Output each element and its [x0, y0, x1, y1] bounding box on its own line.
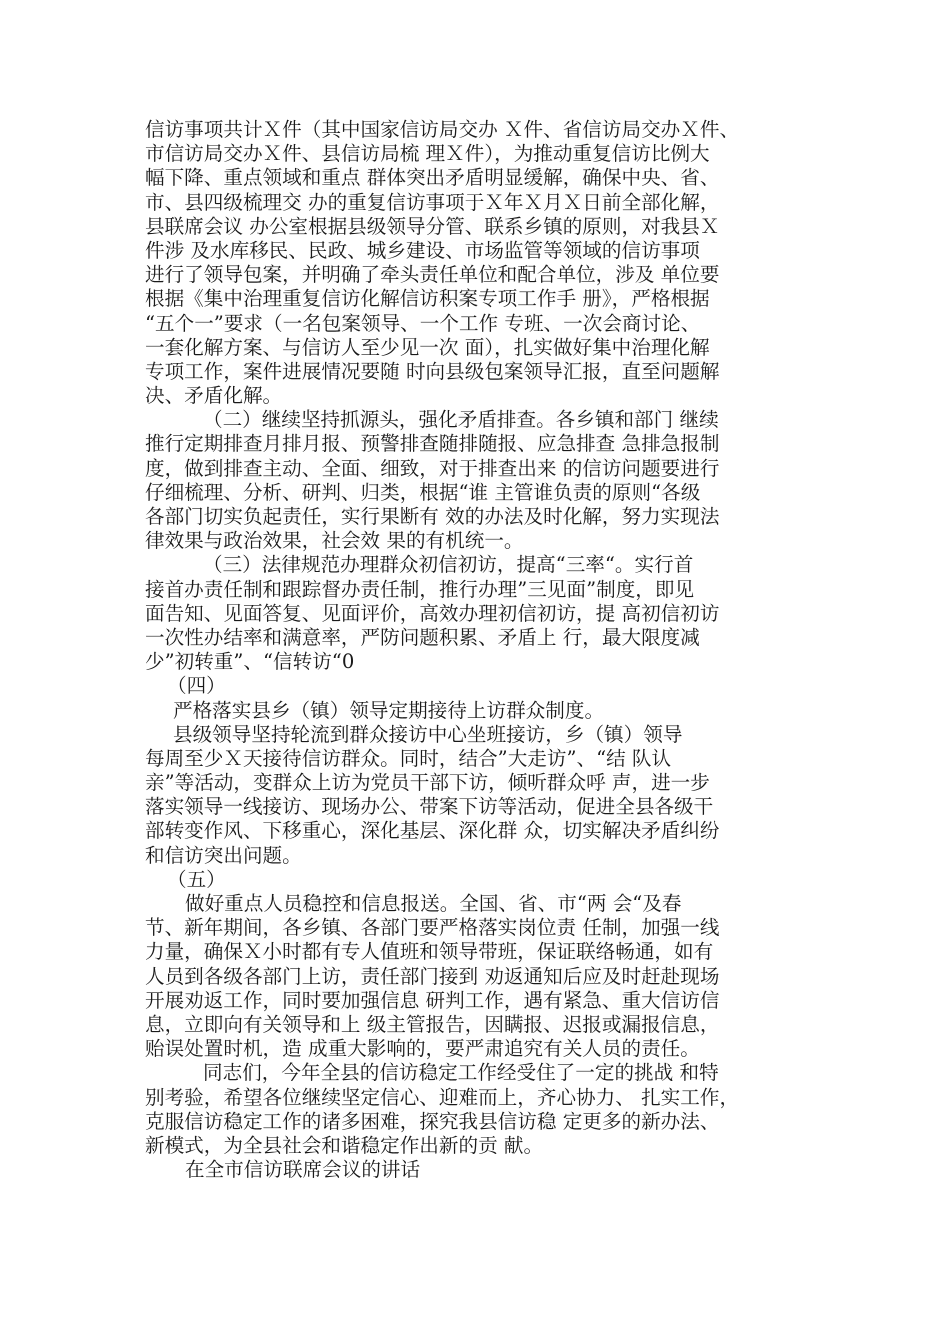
text-line: 律效果与政治效果，社会效 果的有机统一。: [145, 529, 524, 553]
text-line: 别考验，希望各位继续坚定信心、迎难而上，齐心协力、 扎实工作，: [145, 1085, 740, 1109]
text-line: 幅下降、重点领域和重点 群体突出矛盾明显缓解，确保中央、省、: [145, 166, 720, 190]
document-title: 在全市信访联席会议的讲话: [185, 1158, 421, 1182]
text-line: 仔细梳理、分析、研判、归类，根据“谁 主管谁负责的原则“各级: [145, 480, 701, 504]
text-line: 决、矛盾化解。: [145, 384, 283, 408]
text-line: 市、县四级梳理交 办的重复信访事项于Ｘ年Ｘ月Ｘ日前全部化解，: [145, 190, 720, 214]
text-line: 亲”等活动，变群众上访为党员干部下访，倾听群众呼 声，进一步: [145, 771, 710, 795]
section-number-5: （五）: [167, 867, 226, 891]
section-number-4: （四）: [167, 674, 226, 698]
document-body: [145, 118, 809, 1182]
text-line: 新模式，为全县社会和谐稳定作出新的贡 献。: [145, 1133, 544, 1157]
text-line: 节、新年期间，各乡镇、各部门要严格落实岗位责 任制，加强一线: [145, 916, 720, 940]
text-line: 每周至少Ｘ天接待信访群众。同时，结合”大走访”、“结 队认: [145, 746, 672, 770]
text-line: 县级领导坚持轮流到群众接访中心坐班接访，乡（镇）领导: [173, 722, 683, 746]
closing-paragraph: 同志们，今年全县的信访稳定工作经受住了一定的挑战 和特: [203, 1061, 719, 1085]
text-line: 度，做到排查主动、全面、细致，对于排查出来 的信访问题要进行: [145, 456, 720, 480]
text-line: 件涉 及水库移民、民政、城乡建设、市场监管等领域的信访事项: [145, 238, 700, 262]
text-line: 息，立即向有关领导和上 级主管报告，因瞒报、迟报或漏报信息，: [145, 1012, 720, 1036]
text-line: 和信访突出问题。: [145, 843, 302, 867]
text-line: 面告知、见面答复、见面评价，高效办理初信初访，提 高初信初访: [145, 601, 720, 625]
text-line: 开展劝返工作，同时要加强信息 研判工作，遇有紧急、重大信访信: [145, 988, 720, 1012]
text-line: 市信访局交办Ｘ件、县信访局梳 理Ｘ件），为推动重复信访比例大: [145, 142, 710, 166]
text-line: 进行了领导包案，并明确了牵头责任单位和配合单位，涉及 单位要: [145, 263, 720, 287]
text-line: 信访事项共计Ｘ件（其中国家信访局交办 Ｘ件、省信访局交办Ｘ件、: [145, 118, 740, 141]
text-line: 落实领导一线接访、现场办公、带案下访等活动，促进全县各级干: [145, 795, 714, 819]
text-line: 人员到各级各部门上访，责任部门接到 劝返通知后应及时赶赴现场: [145, 964, 720, 988]
section-title-5: 做好重点人员稳控和信息报送。全国、省、市“两 会“及春: [185, 892, 682, 915]
text-line: 部转变作风、下移重心，深化基层、深化群 众，切实解决矛盾纠纷: [145, 819, 720, 843]
text-line: 专项工作，案件进展情况要随 时向县级包案领导汇报，直至问题解: [145, 359, 720, 383]
text-line: 贻误处置时机，造 成重大影响的，要严肃追究有关人员的责任。: [145, 1037, 700, 1061]
text-line: 根据《集中治理重复信访化解信访积案专项工作手 册》，严格根据: [145, 287, 710, 311]
text-line: 接首办责任制和跟踪督办责任制，推行办理”三见面”制度，即见: [145, 577, 695, 601]
text-line: 力量，确保Ｘ小时都有专人值班和领导带班，保证联络畅通，如有: [145, 940, 714, 964]
text-line: 推行定期排查月排月报、预警排查随排随报、应急排查 急排急报制: [145, 432, 720, 456]
text-line: 县联席会议 办公室根据县级领导分管、联系乡镇的原则，对我县Ｘ: [145, 214, 720, 238]
section-heading-2: （二）继续坚持抓源头，强化矛盾排查。各乡镇和部门 继续: [203, 408, 719, 432]
text-line: 一套化解方案、与信访人至少见一次 面），扎实做好集中治理化解: [145, 335, 710, 359]
section-heading-3: （三）法律规范办理群众初信初访，提高“三率“。实行首: [203, 553, 694, 577]
section-title-4: 严格落实县乡（镇）领导定期接待上访群众制度。: [173, 698, 605, 722]
text-line: 少”初转重”、“信转访“0: [145, 650, 355, 674]
text-line: 一次性办结率和满意率，严防问题积累、矛盾上 行，最大限度减: [145, 625, 700, 649]
text-line: “五个一”要求（一名包案领导、一个工作 专班、一次会商讨论、: [145, 311, 701, 335]
text-line: 各部门切实负起责任，实行果断有 效的办法及时化解，努力实现法: [145, 505, 720, 528]
text-line: 克服信访稳定工作的诸多困难，探究我县信访稳 定更多的新办法、: [145, 1109, 720, 1133]
